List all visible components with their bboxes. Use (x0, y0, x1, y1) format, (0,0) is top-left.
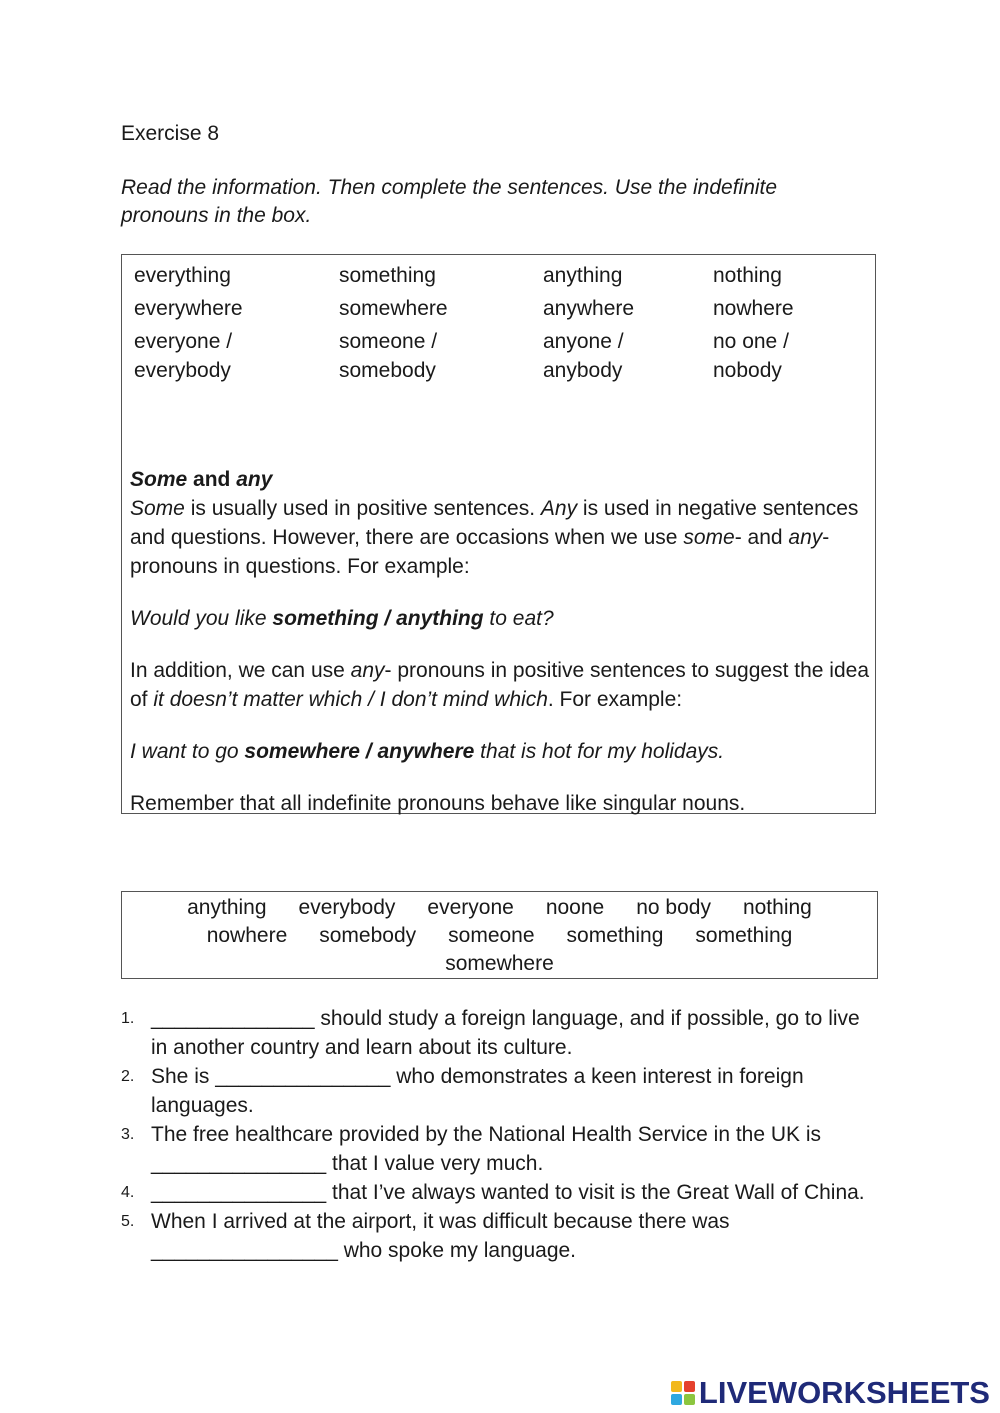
sentence-item (121, 1178, 881, 1207)
word-box-item: everybody (298, 896, 396, 919)
sentence-item (121, 1207, 881, 1265)
sentence-item (121, 1120, 881, 1178)
word-box-item: something (566, 924, 664, 947)
liveworksheets-logo: LIVEWORKSHEETS (671, 1375, 990, 1411)
instructions: Read the information. Then complete the sentences. Use the indefinite pronouns in the box. (121, 176, 778, 227)
remember-note: Remember that all indefinite pronouns behave like singular nouns. (130, 792, 746, 815)
logo-square (684, 1381, 695, 1392)
logo-square (671, 1381, 682, 1392)
pronoun-cell: anything (543, 264, 623, 287)
example-2: I want to go somewhere / anywhere that is hot for my holidays. (130, 740, 725, 763)
pronoun-cell: nothing (713, 264, 782, 287)
pronoun-cell: everything (134, 264, 231, 287)
sentence-text: When I arrived at the airport, it was difficult because there was ________________ who spoke my language. (151, 1210, 730, 1262)
logo-square (684, 1394, 695, 1405)
word-box-item: nothing (742, 896, 812, 919)
pronoun-cell: something (339, 264, 436, 287)
word-box-item: nowhere (206, 924, 288, 947)
pronoun-table (134, 261, 863, 385)
word-box-item: noone (545, 896, 605, 919)
sentence-text: ______________ should study a foreign language, and if possible, go to live in another country and learn about its culture. (151, 1007, 860, 1059)
word-box-item: someone (448, 924, 535, 947)
explanation-paragraph-2: In addition, we can use any- pronouns in positive sentences to suggest the idea of it doesn’t matter which / I don’t mind which. For example: (130, 659, 869, 711)
word-box-item: somebody (319, 924, 417, 947)
exercise-sentences (121, 1004, 881, 1265)
pronoun-cell: anywhere (543, 297, 635, 320)
logo-square (671, 1394, 682, 1405)
sentence-text: _______________ that I’ve always wanted to visit is the Great Wall of China. (151, 1181, 865, 1204)
sentence-number: 3. (121, 1126, 135, 1143)
sentence-item (121, 1062, 881, 1120)
section-heading: Some and any (130, 468, 273, 491)
word-box-item: no body (636, 896, 711, 919)
pronoun-cell: everyone / everybody (134, 330, 233, 382)
pronoun-cell: no one / nobody (713, 330, 789, 382)
pronoun-cell: someone / somebody (339, 330, 438, 382)
info-box (121, 254, 876, 814)
example-1: Would you like something / anything to eat? (130, 607, 554, 630)
sentence-number: 2. (121, 1068, 135, 1085)
word-box-item: something (695, 924, 793, 947)
word-box-item: everyone (427, 896, 514, 919)
grammar-explanation (130, 465, 870, 841)
logo-icon (671, 1381, 695, 1405)
pronoun-cell: somewhere (339, 297, 448, 320)
word-box-item: somewhere (445, 952, 554, 975)
pronoun-cell: anyone / anybody (543, 330, 624, 382)
sentence-number: 1. (121, 1010, 135, 1027)
pronoun-cell: nowhere (713, 297, 794, 320)
pronoun-cell: everywhere (134, 297, 243, 320)
sentence-number: 4. (121, 1184, 135, 1201)
exercise-title: Exercise 8 (121, 122, 220, 145)
explanation-paragraph-1: Some is usually used in positive sentences. Any is used in negative sentences and questions. However, there are occasions when we use some- and any- pronouns in questions. For example: (130, 497, 859, 578)
sentence-item (121, 1004, 881, 1062)
sentence-number: 5. (121, 1213, 135, 1230)
sentence-text: The free healthcare provided by the National Health Service in the UK is _______________ that I value very much. (151, 1123, 822, 1175)
sentence-text: She is _______________ who demonstrates a keen interest in foreign languages. (151, 1065, 804, 1117)
word-box (121, 891, 878, 979)
word-box-item: anything (187, 896, 267, 919)
